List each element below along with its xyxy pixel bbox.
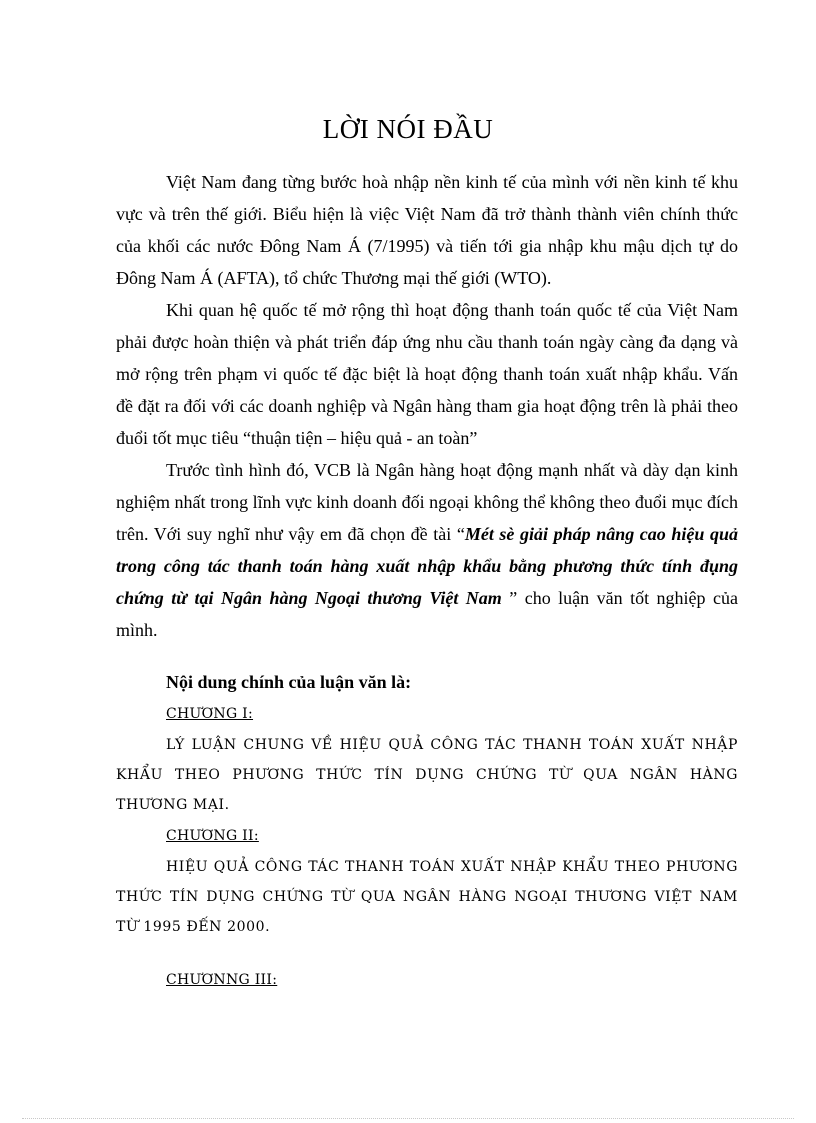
chapter-2-title: HIỆU QUẢ CÔNG TÁC THANH TOÁN XUẤT NHẬP KHẨU THEO PHƯƠNG THỨC TÍN DỤNG CHỨNG TỪ QUA NGÂN HÀNG NGOẠI THƯƠNG VIỆT NAM TỪ 1995 ĐẾN 2000.: [116, 859, 738, 935]
chapter-1-title: LÝ LUẬN CHUNG VỀ HIỆU QUẢ CÔNG TÁC THANH TOÁN XUẤT NHẬP KHẨU THEO PHƯƠNG THỨC TÍN DỤNG CHỨNG TỪ QUA NGÂN HÀNG THƯƠNG MẠI.: [116, 737, 738, 813]
paragraph-2: Khi quan hệ quốc tế mở rộng thì hoạt động thanh toán quốc tế của Việt Nam phải được hoàn thiện và phát triển đáp ứng nhu cầu thanh toán ngày càng đa dạng và mở rộng trên phạm vi quốc tế đặc biệt là hoạt động thanh toán xuất nhập khẩu. Vấn đề đặt ra đối với các doanh nghiệp và Ngân hàng tham gia hoạt động trên là phải theo đuổi tốt mục tiêu “thuận tiện – hiệu quả - an toàn”: [116, 300, 738, 448]
chapter-1-label: CHƯƠNG I:: [166, 706, 254, 722]
thesis-topic: Mét sè giải pháp nâng cao hiệu quả trong công tác thanh toán hàng xuất nhập khẩu bằng phương thức tính đụng chứng từ tại Ngân hàng Ngoại thương Việt Nam: [116, 524, 738, 608]
document-body: [116, 166, 738, 646]
page-bottom-divider: [22, 1118, 794, 1119]
paragraph-3: [116, 454, 738, 646]
page-title: LỜI NÓI ĐẦU: [322, 114, 494, 144]
paragraph-3-start: Trước tình hình đó, VCB là Ngân hàng hoạt động mạnh nhất và dày dạn kinh nghiệm nhất trong lĩnh vực kinh doanh đối ngoại không thể không theo đuổi mục đích trên. Với suy nghĩ như vậy em đã chọn đề tài “: [116, 460, 738, 544]
thesis-outline: [116, 666, 738, 996]
paragraph-1: Việt Nam đang từng bước hoà nhập nền kinh tế của mình với nền kinh tế khu vực và trên thế giới. Biểu hiện là việc Việt Nam đã trở thành thành viên chính thức của khối các nước Đông Nam Á (7/1995) và tiến tới gia nhập khu mậu dịch tự do Đông Nam Á (AFTA), tổ chức Thương mại thế giới (WTO).: [116, 172, 738, 288]
spacer: [116, 942, 738, 964]
outline-heading: Nội dung chính của luận văn là:: [166, 672, 412, 692]
chapter-3-label: CHƯƠNNG III:: [166, 972, 278, 988]
chapter-2-label: CHƯƠNG II:: [166, 828, 259, 844]
paragraph-3-end: ” cho luận văn tốt nghiệp của mình.: [116, 588, 738, 640]
